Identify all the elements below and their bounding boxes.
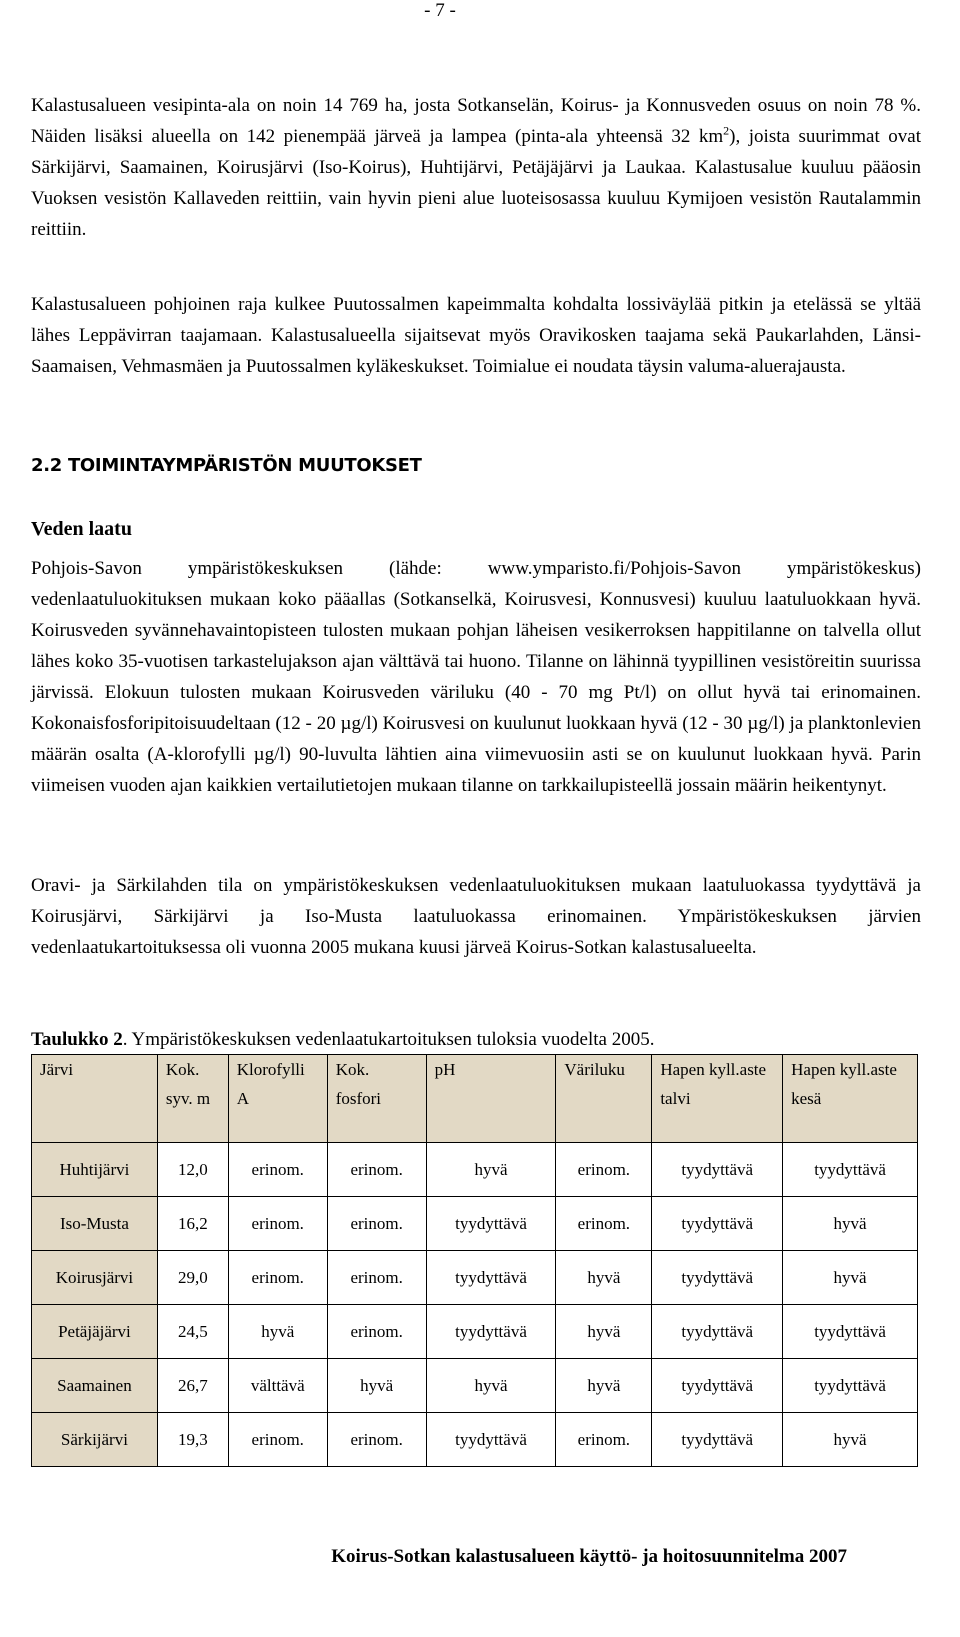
cell-ph: tyydyttävä bbox=[426, 1413, 556, 1467]
cell-chlorophyll: erinom. bbox=[228, 1197, 327, 1251]
header-chlorophyll: Klorofylli A bbox=[228, 1055, 327, 1143]
header-oxygen-summer: Hapen kyll.aste kesä bbox=[783, 1055, 918, 1143]
cell-phosphorus: erinom. bbox=[327, 1197, 426, 1251]
cell-color: erinom. bbox=[556, 1143, 652, 1197]
table-row bbox=[32, 1251, 918, 1305]
paragraph-area-text-b: ), joista suurimmat ovat Särkijärvi, Saamainen, Koirusjärvi (Iso-Koirus), Huhtijärvi, Petäjäjärvi ja Laukaa. Kalastusalue kuuluu pääosin Vuoksen vesistön Kallaveden reittiin, vain hyvin pieni alue luoteisosassa kuuluu Kymijoen vesistön Rautalammin reittiin. bbox=[31, 126, 921, 240]
cell-oxygen-winter: tyydyttävä bbox=[652, 1413, 783, 1467]
cell-color: erinom. bbox=[556, 1413, 652, 1467]
header-oxygen-winter: Hapen kyll.aste talvi bbox=[652, 1055, 783, 1143]
table-row bbox=[32, 1143, 918, 1197]
header-depth: Kok. syv. m bbox=[157, 1055, 228, 1143]
cell-oxygen-winter: tyydyttävä bbox=[652, 1143, 783, 1197]
table-caption-label: Taulukko 2 bbox=[31, 1029, 123, 1050]
table-row bbox=[32, 1413, 918, 1467]
page-footer: Koirus-Sotkan kalastusalueen käyttö- ja hoitosuunnitelma 2007 bbox=[331, 1546, 847, 1567]
cell-lake-name: Huhtijärvi bbox=[32, 1143, 158, 1197]
cell-lake-name: Särkijärvi bbox=[32, 1413, 158, 1467]
paragraph-lake-status: Oravi- ja Särkilahden tila on ympäristökeskuksen vedenlaatuluokituksen mukaan laatuluokassa tyydyttävä ja Koirusjärvi, Särkijärvi ja Iso-Musta laatuluokassa erinomainen. Ympäristökeskuksen järvien vedenlaatukartoituksessa oli vuonna 2005 mukana kuusi järveä Koirus-Sotkan kalastusalueelta. bbox=[31, 875, 921, 958]
cell-color: erinom. bbox=[556, 1197, 652, 1251]
paragraph-boundaries: Kalastusalueen pohjoinen raja kulkee Puutossalmen kapeimmalta kohdalta lossiväylää pitkin ja etelässä se yltää lähes Leppävirran taajamaan. Kalastusalueella sijaitsevat myös Oravikosken taajama sekä Paukarlahden, Länsi-Saamaisen, Vehmasmäen ja Puutossalmen kyläkeskukset. Toimialue ei noudata täysin valuma-aluerajausta. bbox=[31, 294, 921, 377]
cell-depth: 29,0 bbox=[157, 1251, 228, 1305]
cell-oxygen-winter: tyydyttävä bbox=[652, 1305, 783, 1359]
table-caption bbox=[31, 1028, 654, 1052]
paragraph-water-quality: Pohjois-Savon ympäristökeskuksen (lähde: www.ymparisto.fi/Pohjois-Savon ympäristökeskus) vedenlaatuluokituksen mukaan koko pääallas (Sotkanselkä, Koirusvesi, Konnusvesi) kuuluu laatuluokkaan hyvä. Koirusveden syvännehavaintopisteen tulosten mukaan pohjan läheisen vesikerroksen happitilanne on talvella ollut lähes koko 35-vuotisen tarkastelujakson ajan välttävä tai huono. Tilanne on lähinnä tyypillinen vesistöreitin suurissa järvissä. Elokuun tulosten mukaan Koirusveden väriluku (40 - 70 mg Pt/l) on ollut hyvä tai erinomainen. Kokonaisfosforipitoisuudeltaan (12 - 20 µg/l) Koirusvesi on kuulunut luokkaan hyvä (12 - 30 µg/l) ja planktonlevien määrän osalta (A-klorofylli µg/l) 90-luvulta lähtien aina viimevuosiin asti se on kuulunut luokkaan hyvä. Parin viimeisen vuoden ajan kaikkien vertailutietojen mukaan tilanne on tarkkailupisteellä jossain määrin heikentynyt. bbox=[31, 558, 921, 796]
header-phosphorus: Kok. fosfori bbox=[327, 1055, 426, 1143]
cell-lake-name: Koirusjärvi bbox=[32, 1251, 158, 1305]
table-row bbox=[32, 1359, 918, 1413]
cell-oxygen-winter: tyydyttävä bbox=[652, 1359, 783, 1413]
cell-phosphorus: erinom. bbox=[327, 1251, 426, 1305]
cell-depth: 19,3 bbox=[157, 1413, 228, 1467]
cell-color: hyvä bbox=[556, 1251, 652, 1305]
table-row bbox=[32, 1305, 918, 1359]
cell-ph: tyydyttävä bbox=[426, 1251, 556, 1305]
cell-depth: 24,5 bbox=[157, 1305, 228, 1359]
cell-lake-name: Petäjäjärvi bbox=[32, 1305, 158, 1359]
cell-lake-name: Saamainen bbox=[32, 1359, 158, 1413]
cell-lake-name: Iso-Musta bbox=[32, 1197, 158, 1251]
cell-oxygen-summer: hyvä bbox=[783, 1251, 918, 1305]
cell-phosphorus: erinom. bbox=[327, 1305, 426, 1359]
table-row bbox=[32, 1197, 918, 1251]
cell-depth: 12,0 bbox=[157, 1143, 228, 1197]
cell-phosphorus: erinom. bbox=[327, 1143, 426, 1197]
cell-oxygen-summer: tyydyttävä bbox=[783, 1305, 918, 1359]
cell-depth: 16,2 bbox=[157, 1197, 228, 1251]
table-header-row bbox=[32, 1055, 918, 1143]
header-ph: pH bbox=[426, 1055, 556, 1143]
cell-depth: 26,7 bbox=[157, 1359, 228, 1413]
paragraph-area bbox=[31, 90, 921, 245]
cell-chlorophyll: hyvä bbox=[228, 1305, 327, 1359]
header-lake: Järvi bbox=[32, 1055, 158, 1143]
table-caption-text: . Ympäristökeskuksen vedenlaatukartoituksen tuloksia vuodelta 2005. bbox=[122, 1029, 655, 1050]
cell-phosphorus: erinom. bbox=[327, 1413, 426, 1467]
sub-heading-water-quality: Veden laatu bbox=[31, 518, 132, 540]
cell-ph: tyydyttävä bbox=[426, 1305, 556, 1359]
cell-oxygen-summer: hyvä bbox=[783, 1413, 918, 1467]
cell-oxygen-summer: hyvä bbox=[783, 1197, 918, 1251]
water-quality-table bbox=[31, 1054, 918, 1467]
cell-color: hyvä bbox=[556, 1305, 652, 1359]
cell-oxygen-summer: tyydyttävä bbox=[783, 1143, 918, 1197]
cell-ph: hyvä bbox=[426, 1359, 556, 1413]
paragraph-area-text-a: Kalastusalueen vesipinta-ala on noin 14 769 ha, josta Sotkanselän, Koirus- ja Konnusveden osuus on noin 78 %. Näiden lisäksi alueella on 142 pienempää järveä ja lampea (pinta-ala yhteensä 32 km bbox=[31, 95, 921, 147]
cell-chlorophyll: välttävä bbox=[228, 1359, 327, 1413]
cell-oxygen-winter: tyydyttävä bbox=[652, 1251, 783, 1305]
cell-oxygen-summer: tyydyttävä bbox=[783, 1359, 918, 1413]
page-number: - 7 - bbox=[424, 0, 456, 21]
cell-color: hyvä bbox=[556, 1359, 652, 1413]
cell-chlorophyll: erinom. bbox=[228, 1143, 327, 1197]
cell-ph: tyydyttävä bbox=[426, 1197, 556, 1251]
cell-chlorophyll: erinom. bbox=[228, 1413, 327, 1467]
cell-phosphorus: hyvä bbox=[327, 1359, 426, 1413]
header-color: Väriluku bbox=[556, 1055, 652, 1143]
cell-ph: hyvä bbox=[426, 1143, 556, 1197]
superscript-2: 2 bbox=[723, 123, 730, 138]
cell-oxygen-winter: tyydyttävä bbox=[652, 1197, 783, 1251]
section-heading: 2.2 TOIMINTAYMPÄRISTÖN MUUTOKSET bbox=[31, 455, 422, 476]
cell-chlorophyll: erinom. bbox=[228, 1251, 327, 1305]
